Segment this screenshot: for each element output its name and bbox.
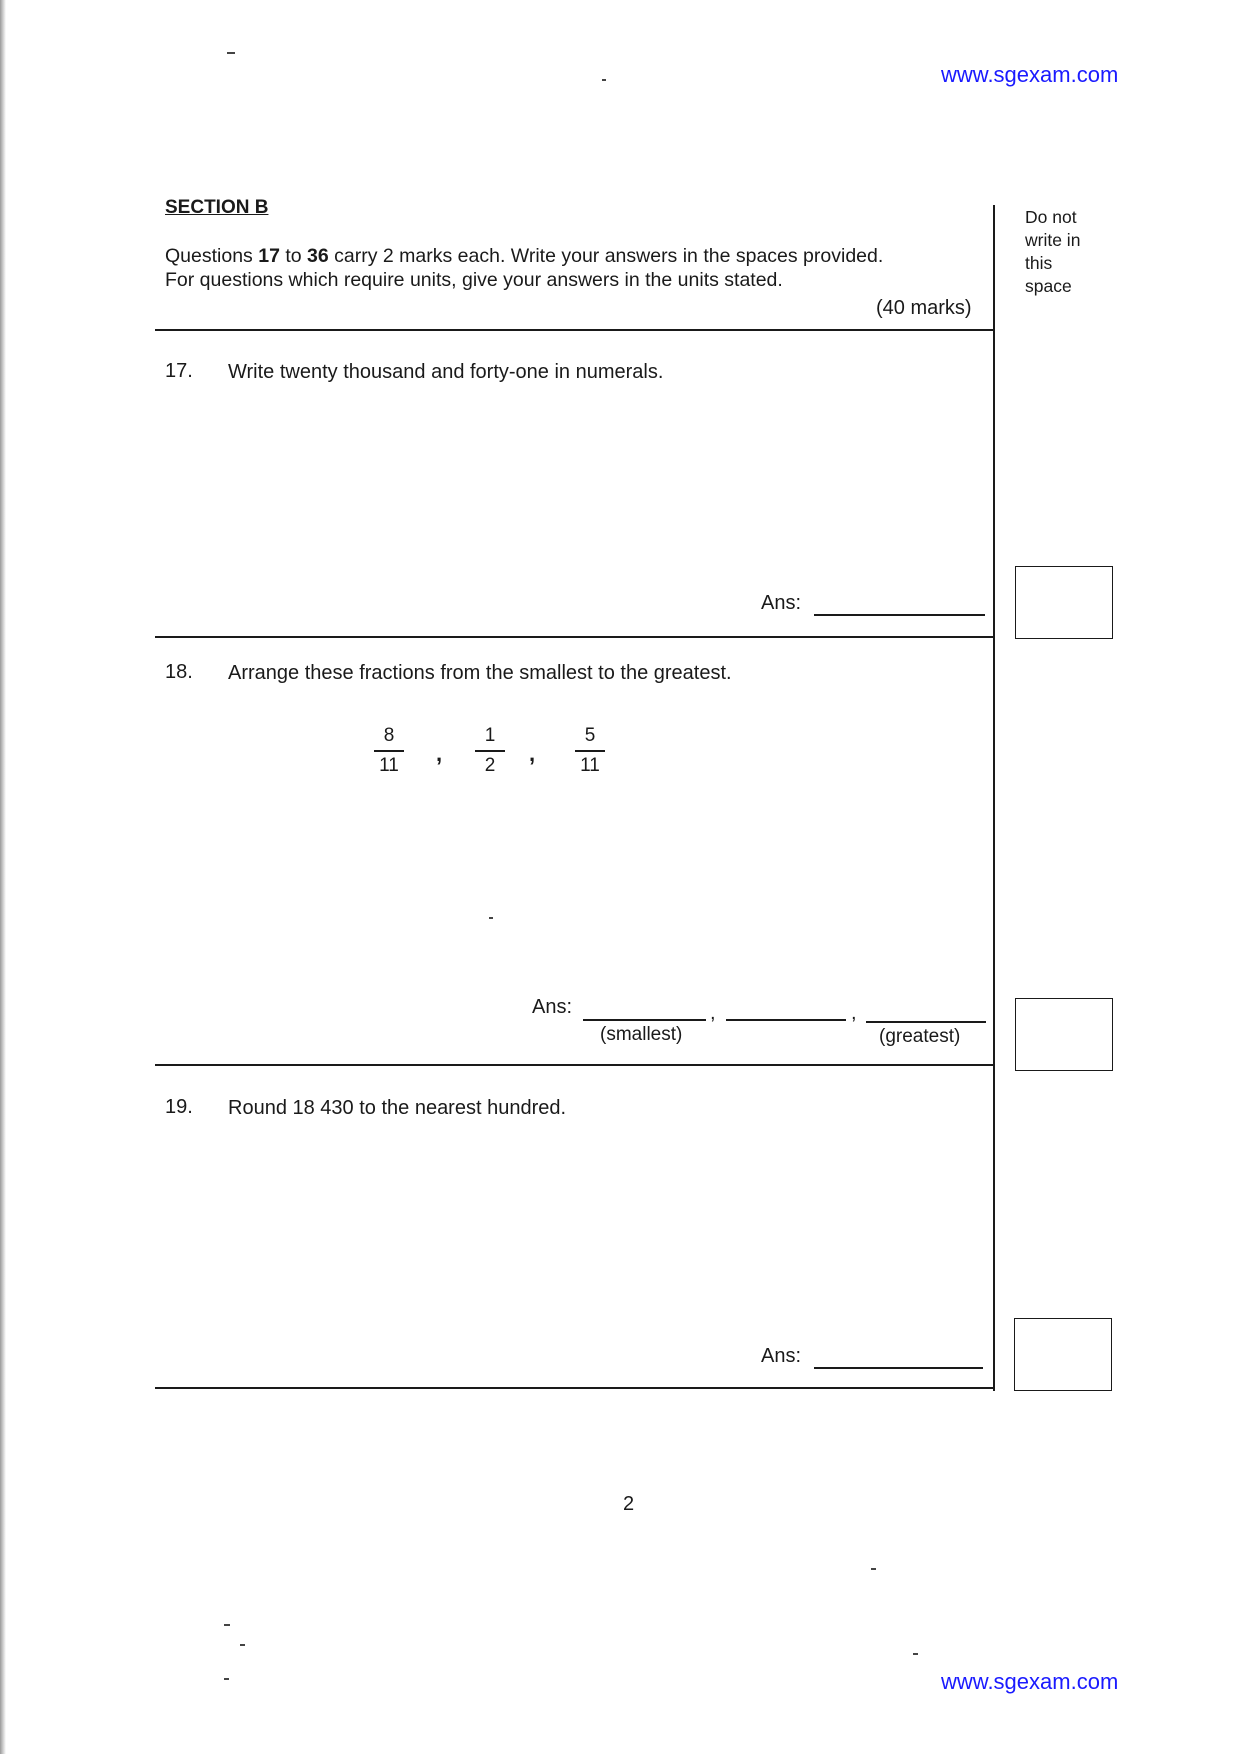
smallest-label: (smallest) [600,1024,683,1045]
fraction-numerator: 1 [484,725,496,746]
instructions-text: carry 2 marks each. Write your answers in the spaces provided. [328,245,884,267]
marker-score-box[interactable] [1014,1318,1112,1391]
answer-label: Ans: [532,996,573,1018]
question-text: Round 18 430 to the nearest hundred. [228,1097,567,1119]
fraction-bar [575,750,605,752]
question-number: 17. [165,360,193,382]
question-divider [155,1064,994,1066]
marks-total: (40 marks) [876,297,972,319]
margin-note-line: this [1025,253,1053,273]
margin-note-line: space [1025,276,1072,296]
section-instructions-line1 [165,245,883,268]
answer-separator: , [851,1002,857,1024]
answer-blank[interactable] [814,614,985,616]
fraction-denominator: 11 [379,754,399,776]
page-number: 2 [623,1493,635,1515]
margin-note-line: Do not [1025,207,1077,227]
question-text: Arrange these fractions from the smallest to the greatest. [228,662,732,684]
fraction-separator: , [436,741,443,766]
scan-edge-shadow [0,0,6,1754]
instructions-first-question: 17 [258,245,280,267]
fraction-denominator: 2 [484,754,496,776]
scan-speck [489,917,493,919]
question-number: 18. [165,661,193,683]
answer-blank-smallest[interactable] [583,1019,706,1021]
answer-blank-greatest[interactable] [866,1021,986,1023]
margin-note [1025,206,1080,298]
instructions-last-question: 36 [307,245,329,267]
margin-note-line: write in [1025,230,1081,250]
instructions-text: to [279,245,308,267]
answer-separator: , [710,1002,716,1024]
header-site-link[interactable]: www.sgexam.com [941,62,1119,87]
section-header-divider [155,329,994,331]
scan-speck [227,52,235,54]
instructions-text: Questions [165,245,259,267]
question-text: Write twenty thousand and forty-one in numerals. [228,361,664,383]
fraction [575,724,605,778]
section-title: SECTION B [165,197,269,218]
question-divider [155,1387,994,1389]
footer-site-link[interactable]: www.sgexam.com [941,1669,1119,1694]
section-instructions-line2: For questions which require units, give your answers in the units stated. [165,269,783,291]
scan-speck [240,1644,245,1646]
fraction [374,724,404,778]
question-number: 19. [165,1096,193,1118]
fraction-numerator: 5 [584,725,596,746]
answer-blank-middle[interactable] [726,1019,846,1021]
answer-label: Ans: [761,1345,802,1367]
marker-score-box[interactable] [1015,566,1113,639]
scan-speck [913,1653,918,1655]
answer-blank[interactable] [814,1367,983,1369]
scan-speck [224,1624,230,1626]
answer-label: Ans: [761,592,802,614]
marker-score-box[interactable] [1015,998,1113,1071]
fraction [475,724,505,778]
greatest-label: (greatest) [879,1026,961,1047]
scan-speck [224,1678,229,1680]
fraction-bar [374,750,404,752]
scan-speck [871,1568,876,1570]
fraction-denominator: 11 [580,754,600,776]
fraction-bar [475,750,505,752]
fraction-separator: , [529,741,536,766]
question-divider [155,636,994,638]
scan-speck [602,79,606,81]
fraction-numerator: 8 [383,725,395,746]
margin-divider [993,205,995,1391]
